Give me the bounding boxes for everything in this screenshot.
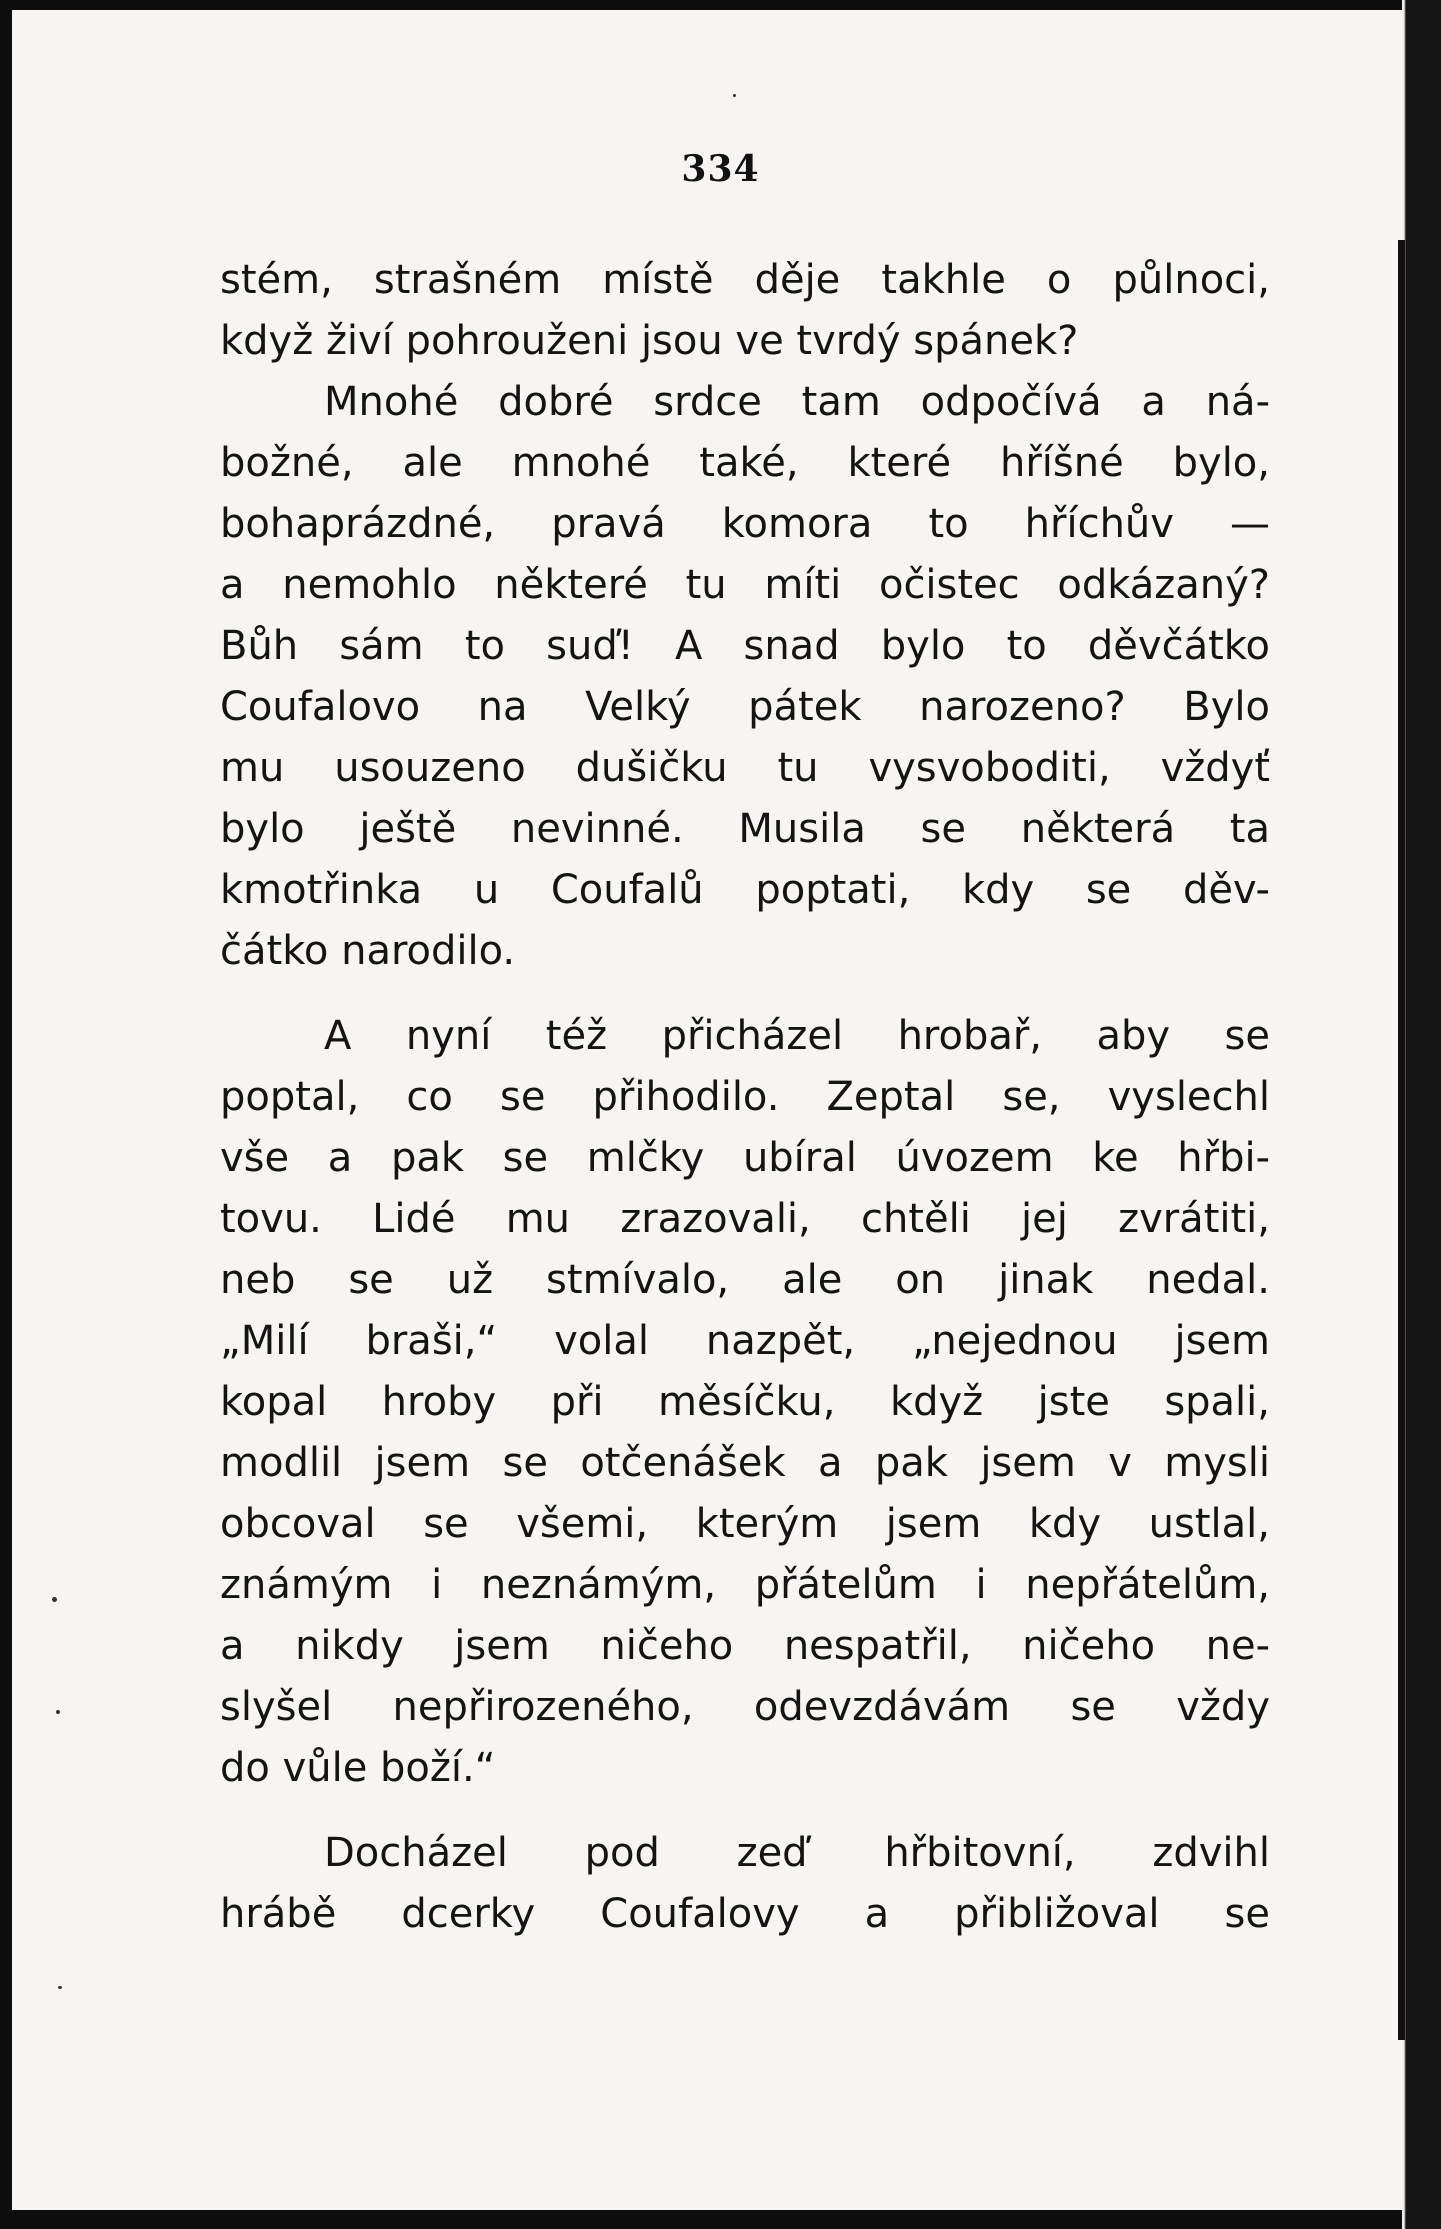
paragraph-gap [220,1799,1270,1823]
scan-speck [52,1597,57,1602]
text-line: do vůle boží.“ [220,1745,496,1791]
text-line: tovu. Lidé mu zrazovali, chtěli jej zvrátiti, [220,1196,1270,1242]
text-line: božné, ale mnohé také, které hříšné bylo, [220,440,1270,486]
text-line: Coufalovo na Velký pátek narozeno? Bylo [220,684,1270,730]
text-line: neb se už stmívalo, ale on jinak nedal. [220,1257,1270,1303]
text-line: čátko narodilo. [220,928,516,974]
body-text [220,250,1270,1945]
text-line: bohaprázdné, pravá komora to hříchův — [220,501,1270,547]
text-line: kmotřinka u Coufalů poptati, kdy se děv- [220,867,1270,913]
text-line: mu usouzeno dušičku tu vysvoboditi, vždyť [220,745,1270,791]
text-line: vše a pak se mlčky ubíral úvozem ke hřbi- [220,1135,1270,1181]
page-edge-line [1398,240,1405,2040]
scan-speck [733,94,736,97]
text-line: Docházel pod zeď hřbitovní, zdvihl [324,1830,1270,1876]
scan-speck [56,1710,60,1714]
text-line: hrábě dcerky Coufalovy a přibližoval se [220,1891,1270,1937]
text-line: modlil jsem se otčenášek a pak jsem v mysli [220,1440,1270,1486]
text-line: „Milí braši,“ volal nazpět, „nejednou jsem [220,1318,1270,1364]
text-line: Mnohé dobré srdce tam odpočívá a ná- [324,379,1270,425]
text-line: stém, strašném místě děje takhle o půlnoci, [220,257,1270,303]
text-line: a nikdy jsem ničeho nespatřil, ničeho ne- [220,1623,1270,1669]
page-edge-shadow [1402,0,1441,2229]
text-line: A nyní též přicházel hrobař, aby se [324,1013,1270,1059]
text-line: Bůh sám to suď! A snad bylo to děvčátko [220,623,1270,669]
text-line: slyšel nepřirozeného, odevzdávám se vždy [220,1684,1270,1730]
text-line: a nemohlo některé tu míti očistec odkázaný? [220,562,1270,608]
paragraph-gap [220,982,1270,1006]
text-line: když živí pohrouženi jsou ve tvrdý spánek? [220,318,1079,364]
text-line: kopal hroby při měsíčku, když jste spali, [220,1379,1270,1425]
text-line: známým i neznámým, přátelům i nepřátelům, [220,1562,1270,1608]
text-line: obcoval se všemi, kterým jsem kdy ustlal, [220,1501,1270,1547]
scan-speck [58,1986,62,1989]
text-line: bylo ještě nevinné. Musila se některá ta [220,806,1270,852]
page-number: 334 [681,148,760,190]
text-line: poptal, co se přihodilo. Zeptal se, vyslechl [220,1074,1270,1120]
